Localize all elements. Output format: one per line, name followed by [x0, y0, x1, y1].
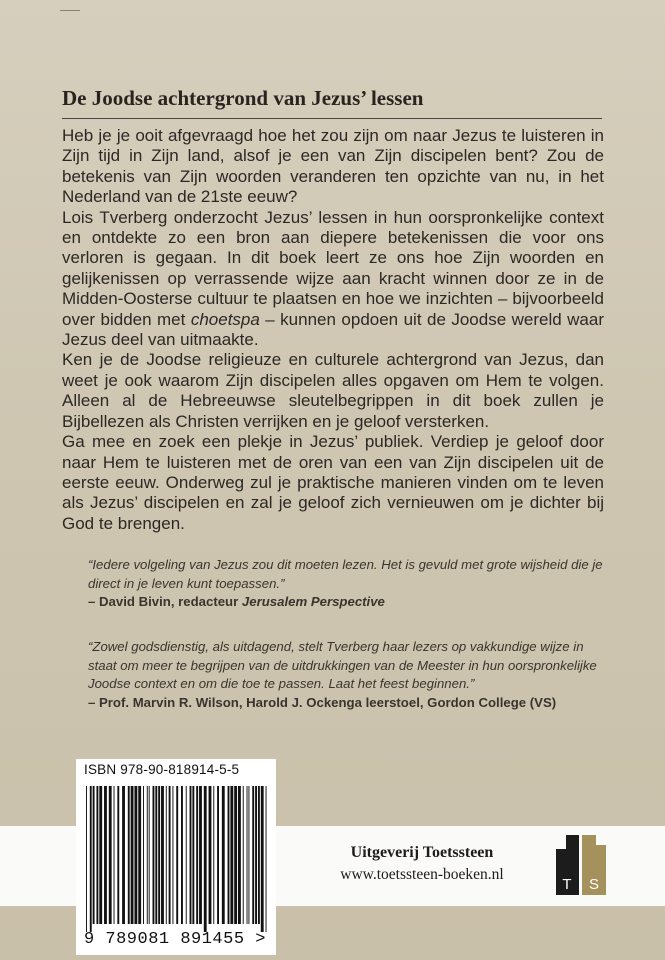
- barcode-bar: [99, 786, 102, 924]
- barcode-bar: [238, 786, 241, 924]
- barcode-bar: [181, 786, 183, 924]
- barcode-bar: [104, 786, 107, 924]
- publisher-info: [312, 844, 532, 884]
- isbn-digits: 9 789081 891455 >: [84, 930, 266, 949]
- barcode-bar: [196, 786, 198, 924]
- barcode-bar: [266, 786, 267, 932]
- paragraph-4: Ga mee en zoek een plekje in Jezus’ publiek. Verdiep je geloof door naar Hem te luisteren met de oren van een van Zijn discipelen uit de eerste eeuw. Onderweg zul je praktische manieren vinden om te leven als Jezus’ discipelen en zal je geloof zich vernieuwen om je dichter bij God te brengen.: [62, 432, 604, 533]
- barcode-bar: [90, 786, 92, 932]
- paragraph-2-tail: – kunnen opdoen uit de Joodse wereld waar Jezus deel van uitmaakte.: [62, 309, 604, 350]
- barcode-bar: [134, 786, 137, 924]
- barcode-bar: [234, 786, 237, 924]
- barcode-bar: [228, 786, 230, 924]
- barcode-bar: [172, 786, 173, 924]
- term-choetspa: choetspa: [190, 309, 260, 329]
- barcode-bar: [93, 786, 95, 924]
- barcode-bar: [122, 786, 125, 924]
- endorsement-quote: [88, 556, 606, 612]
- barcode-bar: [153, 786, 155, 924]
- barcode-bar: [109, 786, 112, 924]
- section-heading: De Joodse achtergrond van Jezus’ lessen: [62, 86, 424, 110]
- barcode-bars: [84, 786, 268, 932]
- barcode-bar: [247, 786, 248, 924]
- barcode-bar: [230, 786, 233, 924]
- barcode-bar: [252, 786, 254, 924]
- barcode-bar: [261, 786, 264, 932]
- barcode-bar: [176, 786, 178, 924]
- isbn-label: ISBN 978-90-818914-5-5: [84, 762, 240, 777]
- barcode-bar: [199, 786, 202, 924]
- publisher-name: Uitgeverij Toetssteen: [350, 844, 494, 861]
- barcode-bar: [186, 786, 187, 924]
- edge-mark: [60, 10, 80, 11]
- publisher-url[interactable]: www.toetssteen-boeken.nl: [340, 866, 504, 883]
- barcode-bar: [143, 786, 144, 924]
- logo-letter-t: T: [562, 876, 572, 893]
- barcode-bar: [128, 786, 130, 924]
- logo-right-notch: [596, 835, 606, 845]
- barcode-bar: [209, 786, 212, 924]
- barcode-bar: [114, 786, 115, 924]
- barcode-bar: [190, 786, 192, 924]
- quote-attribution: – Prof. Marvin R. Wilson, Harold J. Ockenga leerstoel, Gordon College (VS): [88, 694, 557, 710]
- barcode-bar: [204, 786, 207, 932]
- barcode-bar: [131, 786, 134, 924]
- heading-divider: [62, 118, 602, 119]
- barcode-bar: [149, 786, 150, 924]
- barcode-bar: [258, 786, 260, 924]
- publisher-logo-icon: [556, 835, 606, 895]
- paragraph-3: Ken je de Joodse religieuze en culturele achtergrond van Jezus, dan weet je ook waarom Zijn discipelen alles opgaven om Hem te volgen. Alleen al de Hebreeuwse sleutelbegrippen in dit boek zullen je Bijbellezen als Christen verrijken en je geloof versterken.: [62, 350, 604, 431]
- barcode-bar: [169, 786, 171, 924]
- barcode-bar: [192, 786, 194, 924]
- barcode-bar: [138, 786, 141, 924]
- logo-left-notch: [556, 835, 566, 849]
- paragraph-1: Heb je je ooit afgevraagd hoe het zou zijn om naar Jezus te luisteren in Zijn tijd in Zijn land, alsof je een van Zijn discipelen bent? Zou de betekenis van Zijn woorden veranderen ten opzichte van nu, in het Nederland van de 21ste eeuw?: [62, 126, 604, 207]
- barcode-bar: [222, 786, 225, 924]
- barcode-bar: [213, 786, 214, 924]
- barcode-bar: [117, 786, 119, 924]
- quote-attribution: [88, 593, 606, 612]
- barcode-bar: [161, 786, 164, 924]
- barcode-bar: [155, 786, 157, 924]
- logo-letter-s: S: [588, 876, 600, 893]
- barcode-bar: [147, 786, 148, 924]
- quote-text: “Zowel godsdienstig, als uitdagend, stelt Tverberg haar lezers op vakkundige wijze in staat om meer te begrijpen van de uitdrukkingen van de Meester in hun oorspronkelijke Joodse context en om die toe te passen. Laat het feest beginnen.”: [88, 639, 597, 691]
- paragraph-2-text: Lois Tverberg onderzocht Jezus’ lessen in hun oorspronkelijke context en ontdekte zo een bron aan diepere betekenissen die voor ons verloren is gegaan. In dit boek leert ze ons hoe Zijn woorden en gelijkenissen op verrassende wijze aan kracht winnen door ze in de Midden-Oosterse cultuur te plaatsen en hoe we inzichten – bijvoorbeeld over bidden met: [62, 207, 604, 329]
- barcode-bar: [248, 786, 249, 924]
- endorsement-quote: [88, 638, 606, 712]
- barcode-bar: [255, 786, 257, 924]
- quote-publication: Jerusalem Perspective: [241, 594, 385, 609]
- paragraph-2: [62, 208, 604, 351]
- quote-author: – David Bivin, redacteur: [88, 594, 239, 609]
- barcode-bar: [86, 786, 87, 932]
- barcode-bar: [96, 786, 98, 924]
- barcode-bar: [243, 786, 244, 924]
- barcode-bar: [158, 786, 160, 924]
- barcode-bar: [166, 786, 167, 924]
- barcode-bar: [217, 786, 219, 924]
- blurb-body: [62, 126, 604, 534]
- quote-text: “Iedere volgeling van Jezus zou dit moeten lezen. Het is gevuld met grote wijsheid die je direct in je leven kunt toepassen.”: [88, 557, 603, 591]
